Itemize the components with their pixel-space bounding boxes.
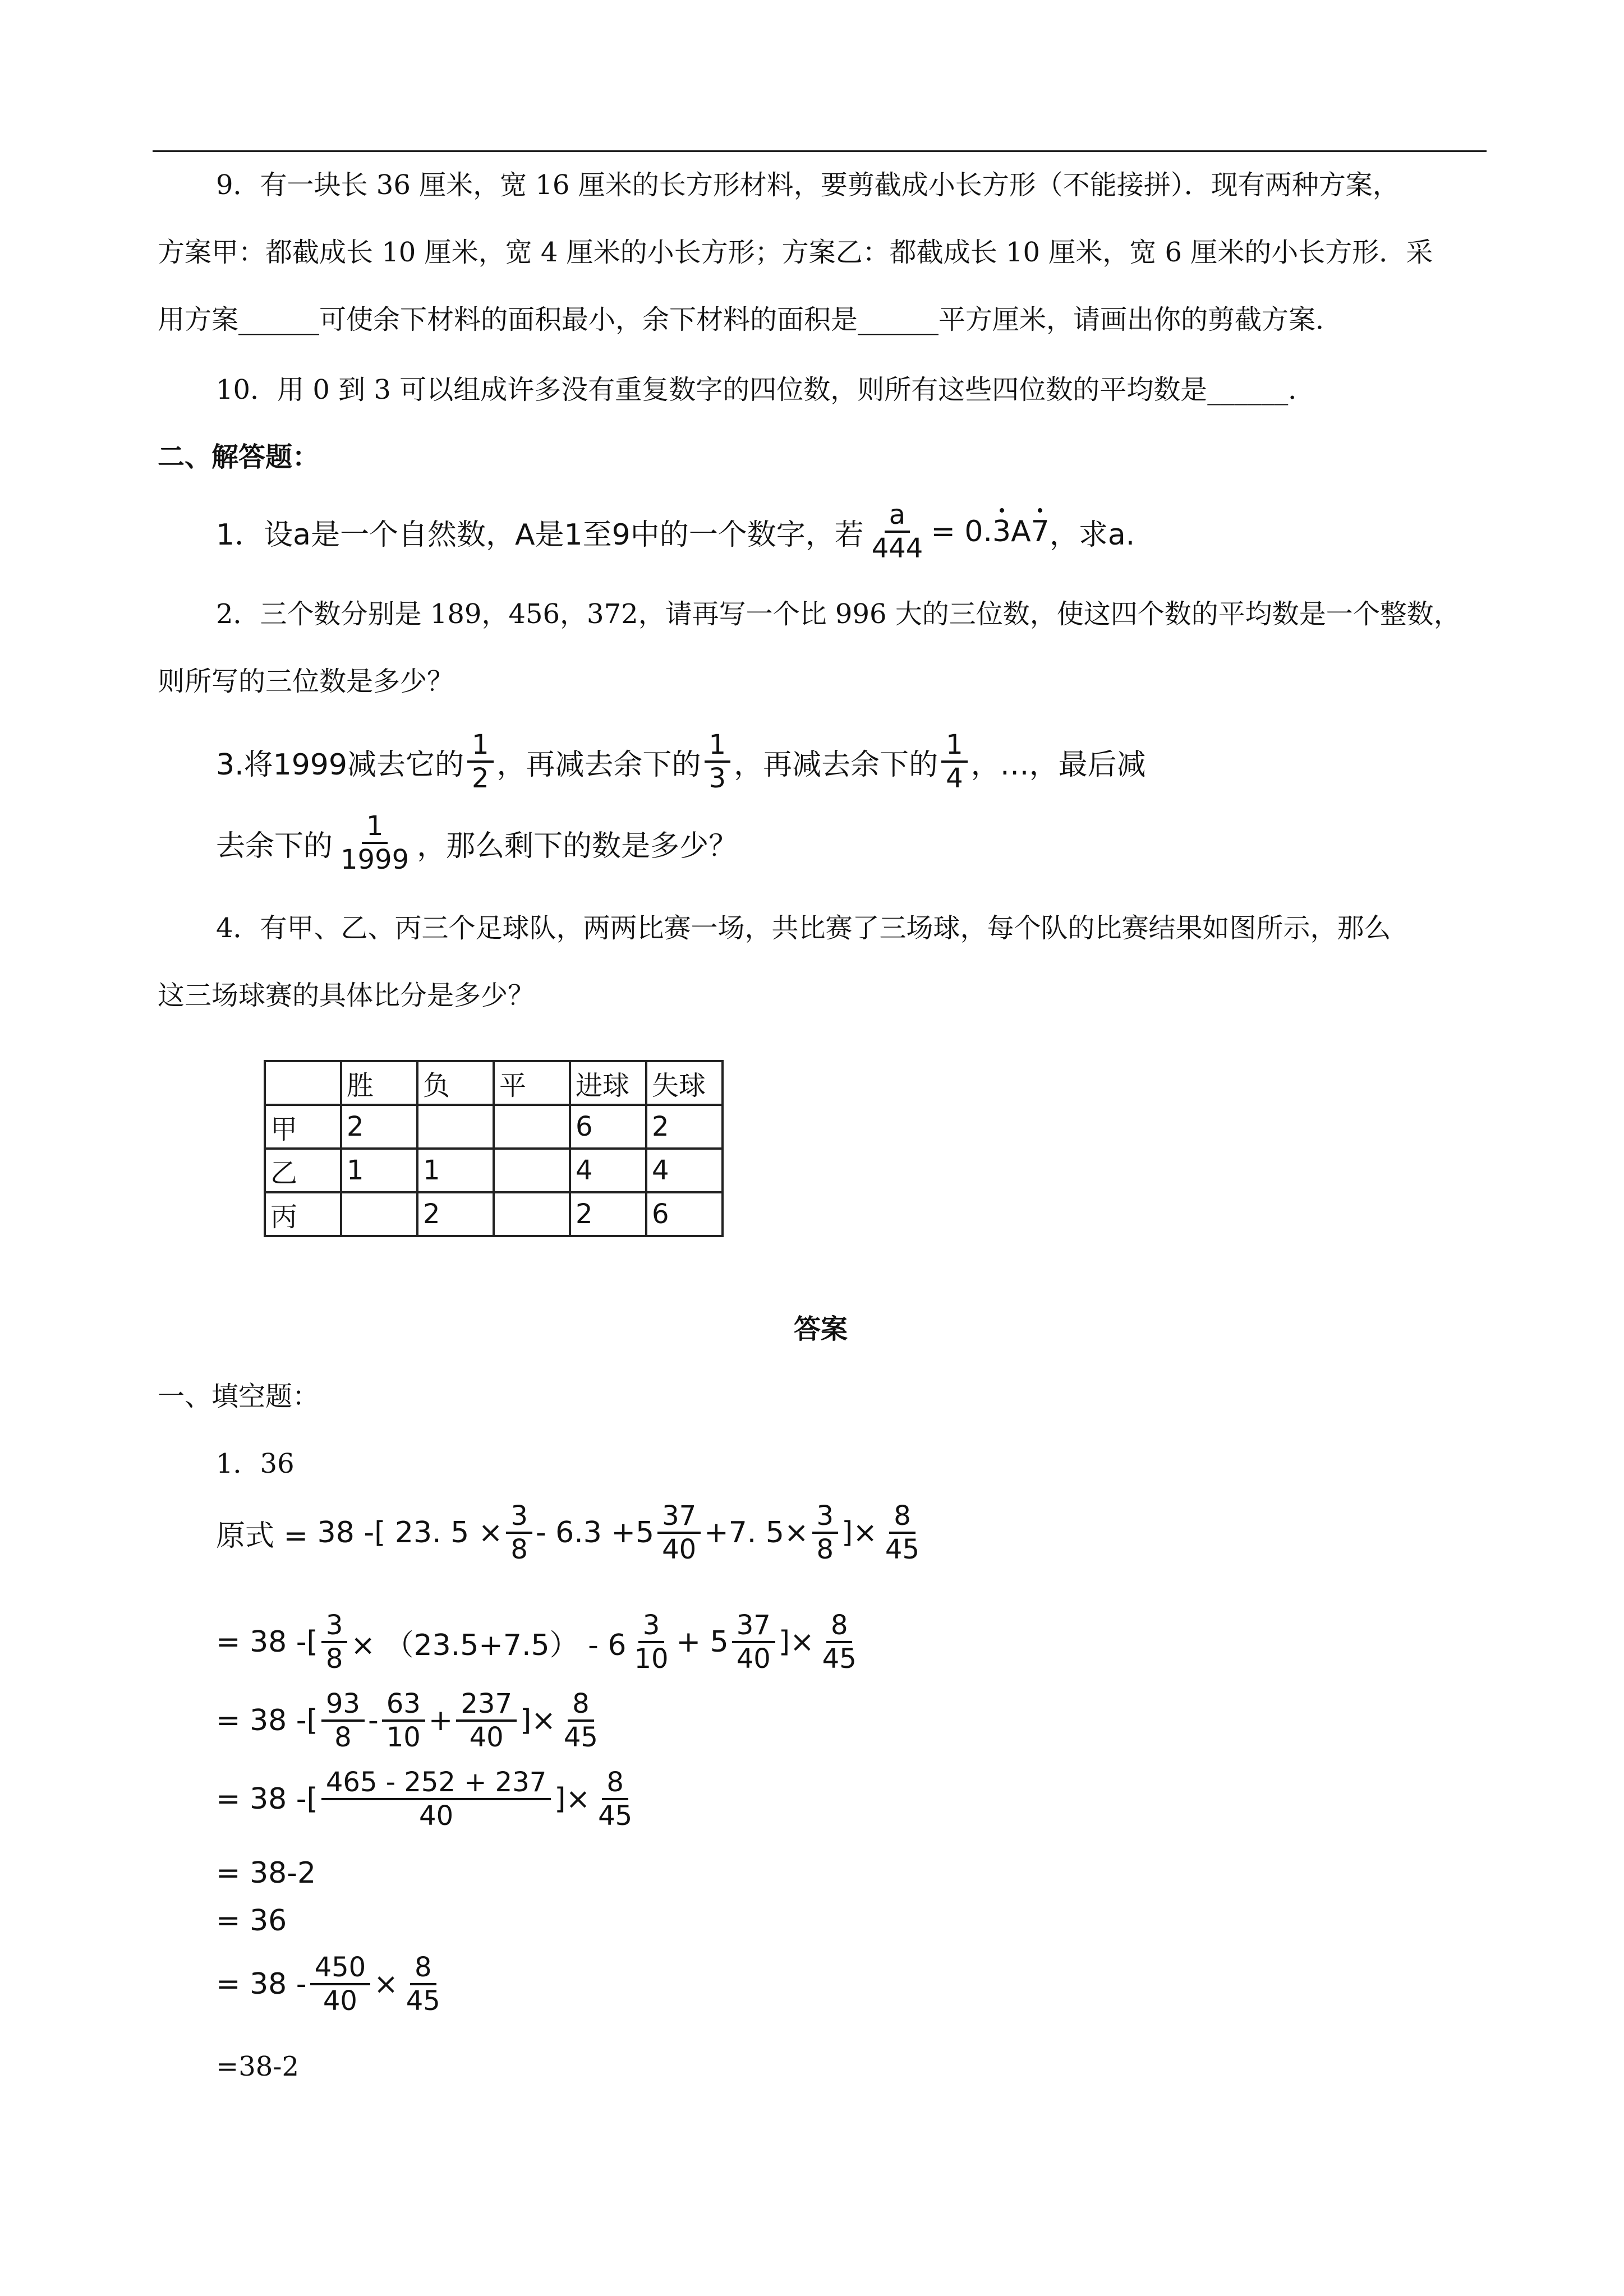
q3-fraction-1999: $\frac{1}{1999}$ <box>341 810 410 875</box>
section2-title: 二、解答题： <box>158 441 320 473</box>
q1-prefix: 1．设a是一个自然数，A是1至9中的一个数字，若 <box>216 518 864 552</box>
step-6: = 36 <box>216 1904 287 1938</box>
table-header-row: 胜 负 平 进球 失球 <box>265 1061 723 1105</box>
step-7: = 38 - $\frac{450}{40}$ × $\frac{8}{45}$ <box>216 1952 440 2017</box>
step-5: = 38-2 <box>216 1856 316 1890</box>
step-3: = 38 -[ $\frac{93}{8}$ - $\frac{63}{10}$ + $\frac{237}{40}$ ]× $\frac{8}{45}$ <box>216 1688 598 1753</box>
table-row: 甲 2 6 2 <box>265 1105 723 1149</box>
q3-fraction-quarter: $\frac{1}{4}$ <box>941 729 968 794</box>
q1-digit-a: A <box>1011 515 1031 548</box>
q1-repeat-end: 7 <box>1030 515 1050 548</box>
q3-fraction-half: $\frac{1}{2}$ <box>467 729 494 794</box>
q9-line1: 9．有一块长 36 厘米，宽 16 厘米的长方形材料，要剪截成小长方形（不能接拼）．现有两种方案， <box>216 169 1400 201</box>
q3-line1: 3.将1999减去它的 $\frac{1}{2}$ ，再减去余下的 $\frac{1}{3}$ ，再减去余下的 $\frac{1}{4}$ ，…，最后减 <box>216 729 1146 794</box>
step-8: =38-2 <box>216 2051 300 2082</box>
table-row: 乙 1 1 4 4 <box>265 1149 723 1192</box>
q1-repeat-start: 3 <box>992 515 1011 548</box>
q1 <box>216 499 1135 564</box>
step-4: = 38 -[ $\frac{465 - 252 + 237}{40}$ ]× $\frac{8}{45}$ <box>216 1767 633 1832</box>
answer-1: 1．36 <box>216 1448 295 1479</box>
q2-line2: 则所写的三位数是多少？ <box>158 666 454 697</box>
score-table <box>264 1060 724 1237</box>
q9-line2: 方案甲：都截成长 10 厘米，宽 4 厘米的小长方形；方案乙：都截成长 10 厘米，宽 6 厘米的小长方形．采 <box>158 237 1433 268</box>
q4-line1: 4．有甲、乙、丙三个足球队，两两比赛一场，共比赛了三场球，每个队的比赛结果如图所示，那么 <box>216 912 1391 944</box>
q1-eq: = 0. <box>931 515 993 548</box>
answer-title: 答案 <box>794 1313 848 1345</box>
q3-fraction-third: $\frac{1}{3}$ <box>705 729 731 794</box>
step-1: 原式 = 38 -[ 23. 5 × $\frac{3}{8}$ - 6.3 +5 $\frac{37}{40}$ +7. 5× $\frac{3}{8}$ ]× $\frac{8}{45}$ <box>216 1500 919 1565</box>
q10: 10．用 0 到 3 可以组成许多没有重复数字的四位数，则所有这些四位数的平均数是______． <box>216 374 1315 405</box>
step-2: = 38 -[ $\frac{3}{8}$ × （23.5+7.5） - 6 $\frac{3}{10}$ + 5 $\frac{37}{40}$ ]× $\frac{8}{45}$ <box>216 1610 857 1675</box>
q3-line2: 去余下的 $\frac{1}{1999}$ ，那么剩下的数是多少？ <box>216 810 738 875</box>
header-rule <box>153 150 1487 152</box>
q1-fraction: $\frac{a}{444}$ <box>871 499 923 564</box>
q2-line1: 2．三个数分别是 189，456，372，请再写一个比 996 大的三位数，使这四个数的平均数是一个整数， <box>216 598 1461 630</box>
q9-line3: 用方案______可使余下材料的面积最小，余下材料的面积是______平方厘米，请画出你的剪截方案． <box>158 304 1343 335</box>
q4-line2: 这三场球赛的具体比分是多少？ <box>158 980 535 1011</box>
answer-section1: 一、填空题： <box>158 1381 320 1412</box>
q1-suffix: ，求a. <box>1049 518 1135 552</box>
table-row: 丙 2 2 6 <box>265 1192 723 1236</box>
